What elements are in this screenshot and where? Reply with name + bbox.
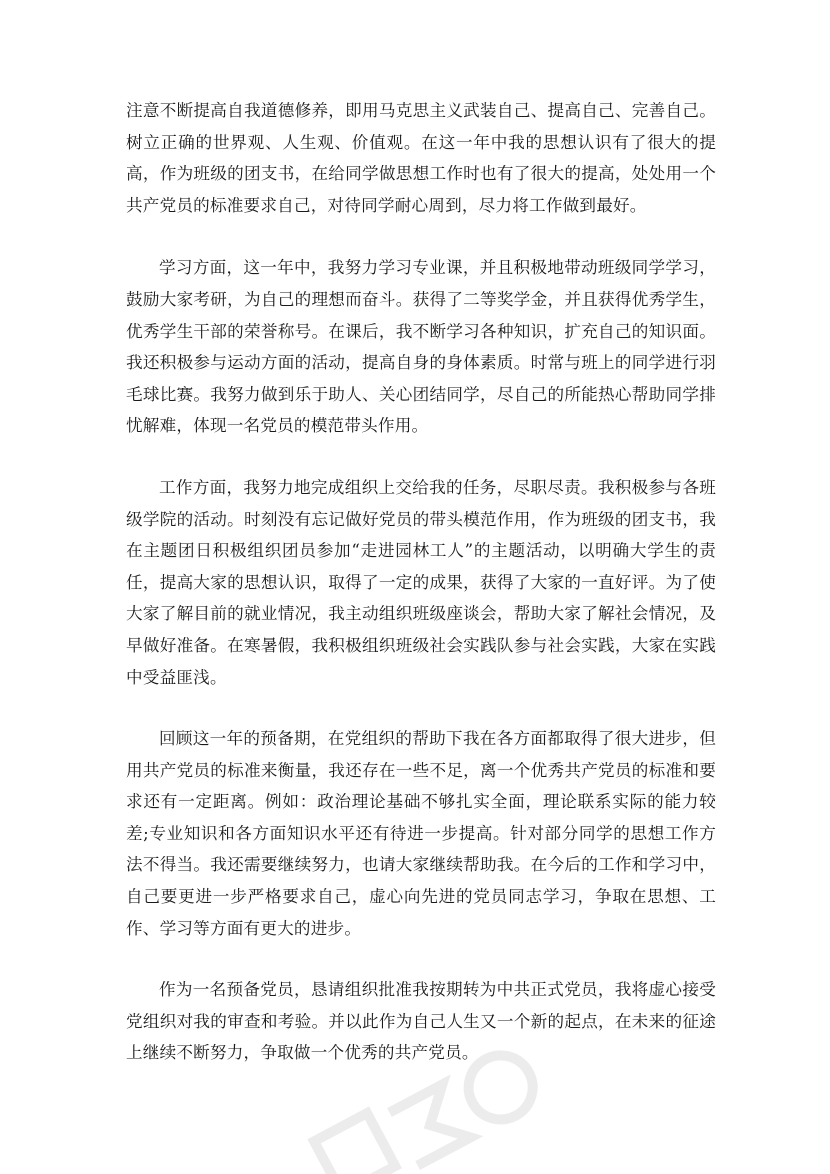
paragraph-moral-cultivation: 注意不断提高自我道德修养，即用马克思主义武装自己、提高自己、完善自己。树立正确的世界观、人生观、价值观。在这一年中我的思想认识有了很大的提高，作为班级的团支书，在给同学做思想工作时也有了很大的提高，处处用一个共产党员的标准要求自己，对待同学耐心周到，尽力将工作做到最好。 <box>126 101 716 215</box>
document-body <box>126 95 716 1069</box>
paragraph-work: 工作方面，我努力地完成组织上交给我的任务，尽职尽责。我积极参与各班级学院的活动。时刻没有忘记做好党员的带头模范作用，作为班级的团支书，我在主题团日积极组织团员参加“走进园林工人”的主题活动，以明确大学生的责任，提高大家的思想认识，取得了一定的成果，获得了大家的一直好评。为了使大家了解目前的就业情况，我主动组织班级座谈会，帮助大家了解社会情况，及早做好准备。在寒暑假，我积极组织班级社会实践队参与社会实践，大家在实践中受益匪浅。 <box>126 477 716 687</box>
paragraph-study: 学习方面，这一年中，我努力学习专业课，并且积极地带动班级同学学习，鼓励大家考研，为自己的理想而奋斗。获得了二等奖学金，并且获得优秀学生，优秀学生干部的荣誉称号。在课后，我不断学习各种知识，扩充自己的知识面。我还积极参与运动方面的活动，提高自身的身体素质。时常与班上的同学进行羽毛球比赛。我努力做到乐于助人、关心团结同学，尽自己的所能热心帮助同学排忧解难，体现一名党员的模范带头作用。 <box>126 258 716 436</box>
paragraph-closing: 作为一名预备党员，恳请组织批准我按期转为中共正式党员，我将虚心接受党组织对我的审查和考验。并以此作为自己人生又一个新的起点，在未来的征途上继续不断努力，争取做一个优秀的共产党员。 <box>126 980 716 1063</box>
paragraph-review: 回顾这一年的预备期，在党组织的帮助下我在各方面都取得了很大进步，但用共产党员的标准来衡量，我还存在一些不足，离一个优秀共产党员的标准和要求还有一定距离。例如：政治理论基础不够扎实全面，理论联系实际的能力较差;专业知识和各方面知识水平还有待进一步提高。针对部分同学的思想工作方法不得当。我还需要继续努力，也请大家继续帮助我。在今后的工作和学习中，自己要更进一步严格要求自己，虚心向先进的党员同志学习，争取在思想、工作、学习等方面有更大的进步。 <box>126 729 716 938</box>
